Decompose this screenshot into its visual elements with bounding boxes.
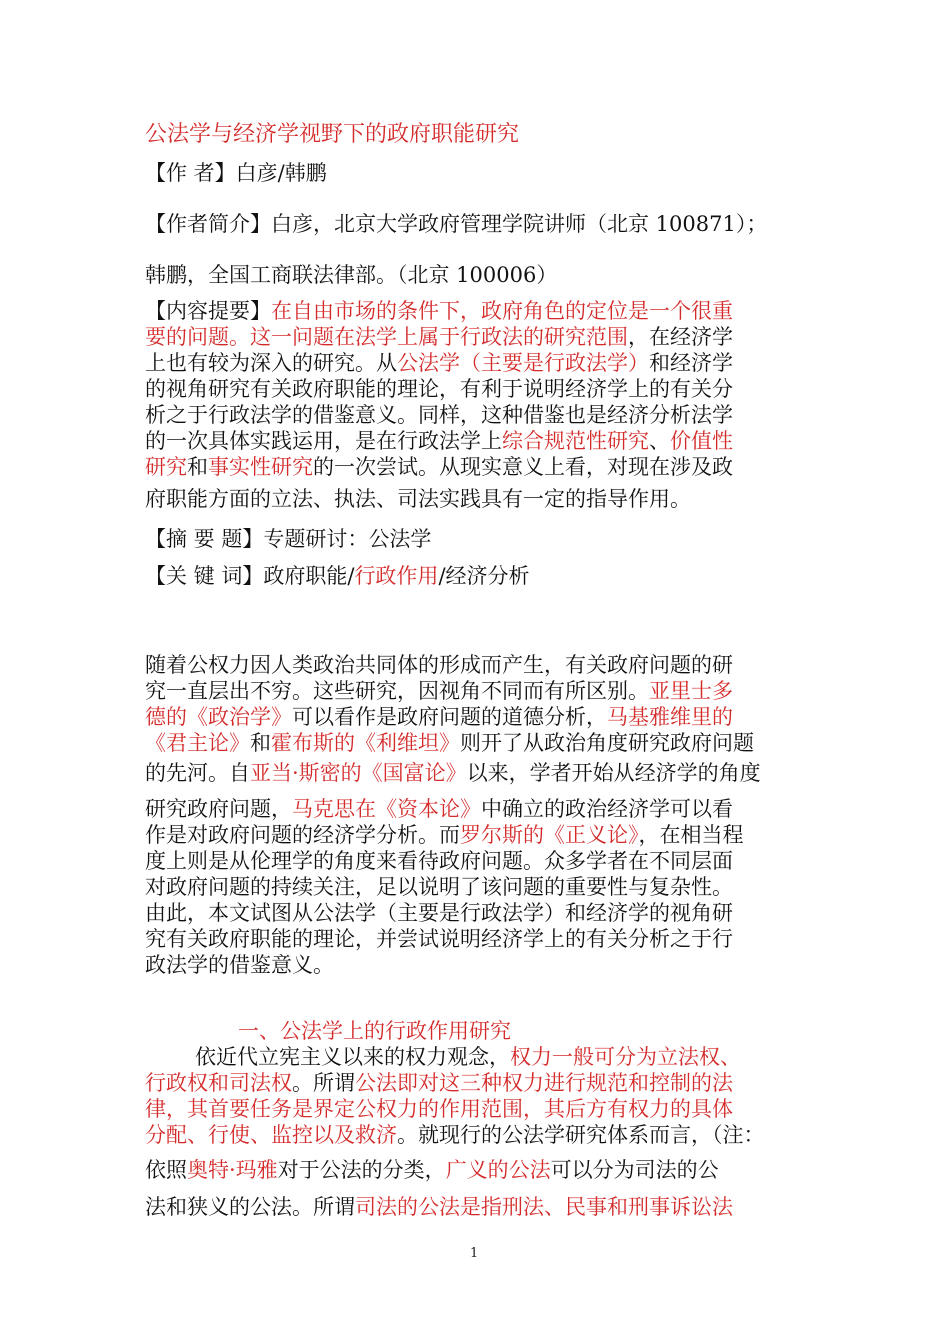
keyword-highlight: 行政作用 [354, 564, 439, 588]
author-bio-line: 韩鹏，全国工商联法律部。（北京 100006） [145, 263, 558, 287]
abstract-text: 的一次尝试。从现实意义上看，对现在涉及政 [313, 455, 733, 479]
abstract-text: 析之于行政法学的借鉴意义。同样，这种借鉴也是经济分析法学 [145, 403, 733, 427]
author-line: 【作 者】白彦/韩鹏 [145, 161, 327, 185]
section-heading: 一、公法学上的行政作用研究 [238, 1019, 511, 1043]
abstract-text: 和经济学 [649, 351, 733, 375]
abstract-label: 【内容提要】 [145, 299, 271, 323]
abstract-highlight: 公法学（主要是行政法学） [397, 351, 649, 375]
abstract-text: 府职能方面的立法、执法、司法实践具有一定的指导作用。 [145, 487, 691, 511]
abstract-highlight: 事实性研究 [208, 455, 313, 479]
abstract-text: 的一次具体实践运用，是在行政法学上 [145, 429, 502, 453]
page-number: 1 [470, 1246, 479, 1261]
abstract-highlight: 价值性 [670, 429, 733, 453]
abstract-text: 和 [187, 455, 208, 479]
abstract-text: 的视角研究有关政府职能的理论，有利于说明经济学上的有关分 [145, 377, 733, 401]
topic-line: 【摘 要 题】专题研讨：公法学 [145, 527, 432, 551]
abstract-highlight: 在自由市场的条件下，政府角色的定位是一个很重 [271, 299, 733, 323]
abstract-highlight: 研究 [145, 455, 187, 479]
abstract-text: 上也有较为深入的研究。从 [145, 351, 397, 375]
abstract-text: 、 [649, 429, 670, 453]
keywords-line: 【关 键 词】政府职能/行政作用/经济分析 [145, 564, 530, 588]
abstract-highlight: 综合规范性研究 [502, 429, 649, 453]
document-title: 公法学与经济学视野下的政府职能研究 [145, 122, 520, 147]
abstract-highlight: 要的问题。这一问题在法学上属于行政法的研究范围 [145, 325, 628, 349]
author-bio-line: 【作者简介】白彦，北京大学政府管理学院讲师（北京 100871）； [145, 212, 768, 236]
abstract-text: ，在经济学 [628, 325, 733, 349]
